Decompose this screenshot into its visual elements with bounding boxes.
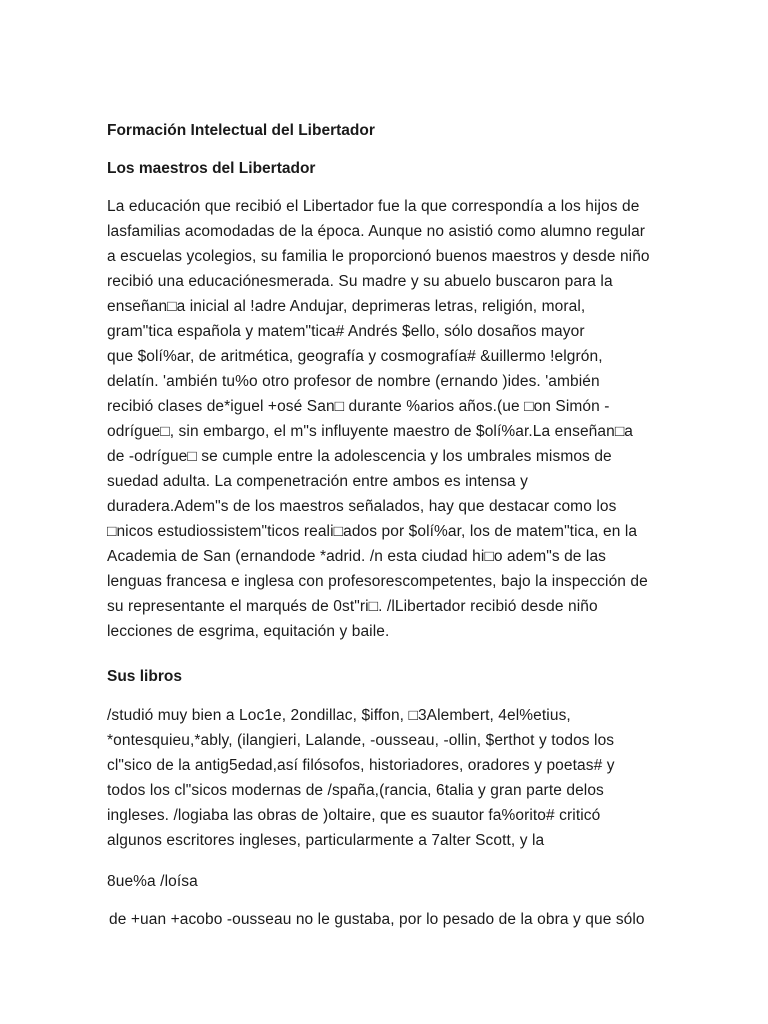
text-line: recibió una educaciónesmerada. Su madre y su abuelo buscaron para la [107,273,613,290]
text-line: *ontesquieu,*ably, (ilangieri, Lalande, -ousseau, -ollin, $erthot y todos los [107,732,615,749]
text-line: recibió clases de*iguel +osé San□ durante %arios años.(ue □on Simón - [107,398,610,415]
section-heading-libros: Sus libros [107,668,182,685]
text-line: algunos escritores ingleses, particularmente a 7alter Scott, y la [107,832,545,849]
text-line: suedad adulta. La compenetración entre ambos es intensa y [107,473,529,490]
text-line: lasfamilias acomodadas de la época. Aunque no asistió como alumno regular [107,223,646,240]
text-line: de -odrígue□ se cumple entre la adolescencia y los umbrales mismos de [107,448,612,465]
text-line: □nicos estudiossistem"ticos reali□ados por $olí%ar, los de matem"tica, en la [107,523,638,540]
text-line: enseñan□a inicial al !adre Andujar, deprimeras letras, religión, moral, [107,298,586,315]
text-line: lenguas francesa e inglesa con profesorescompetentes, bajo la inspección de [107,573,648,590]
document-title: Formación Intelectual del Libertador [107,122,375,139]
text-line: de +uan +acobo -ousseau no le gustaba, por lo pesado de la obra y que sólo [109,911,645,928]
book-title-line: 8ue%a /loísa [107,873,198,890]
text-line: Academia de San (ernandode *adrid. /n esta ciudad hi□o adem"s de las [107,548,607,565]
section-heading-maestros: Los maestros del Libertador [107,160,316,177]
text-line: a escuelas ycolegios, su familia le proporcionó buenos maestros y desde niño [107,248,650,265]
text-line: todos los cl"sicos modernas de /spaña,(rancia, 6talia y gran parte delos [107,782,604,799]
text-line: su representante el marqués de 0st"ri□. /lLibertador recibió desde niño [107,598,598,615]
text-line: /studió muy bien a Loc1e, 2ondillac, $iffon, □3Alembert, 4el%etius, [107,707,571,724]
text-line: que $olí%ar, de aritmética, geografía y cosmografía# &uillermo !elgrón, [107,348,603,365]
text-line: odrígue□, sin embargo, el m"s influyente maestro de $olí%ar.La enseñan□a [107,423,634,440]
text-line: lecciones de esgrima, equitación y baile. [107,623,390,640]
text-line: delatín. 'ambién tu%o otro profesor de nombre (ernando )ides. 'ambién [107,373,600,390]
text-line: cl"sico de la antig5edad,así filósofos, historiadores, oradores y poetas# y [107,757,615,774]
text-line: duradera.Adem"s de los maestros señalados, hay que destacar como los [107,498,617,515]
text-line: gram"tica española y matem"tica# Andrés $ello, sólo dosaños mayor [107,323,585,340]
text-line: ingleses. /logiaba las obras de )oltaire, que es suautor fa%orito# criticó [107,807,601,824]
text-line: La educación que recibió el Libertador fue la que correspondía a los hijos de [107,198,640,215]
